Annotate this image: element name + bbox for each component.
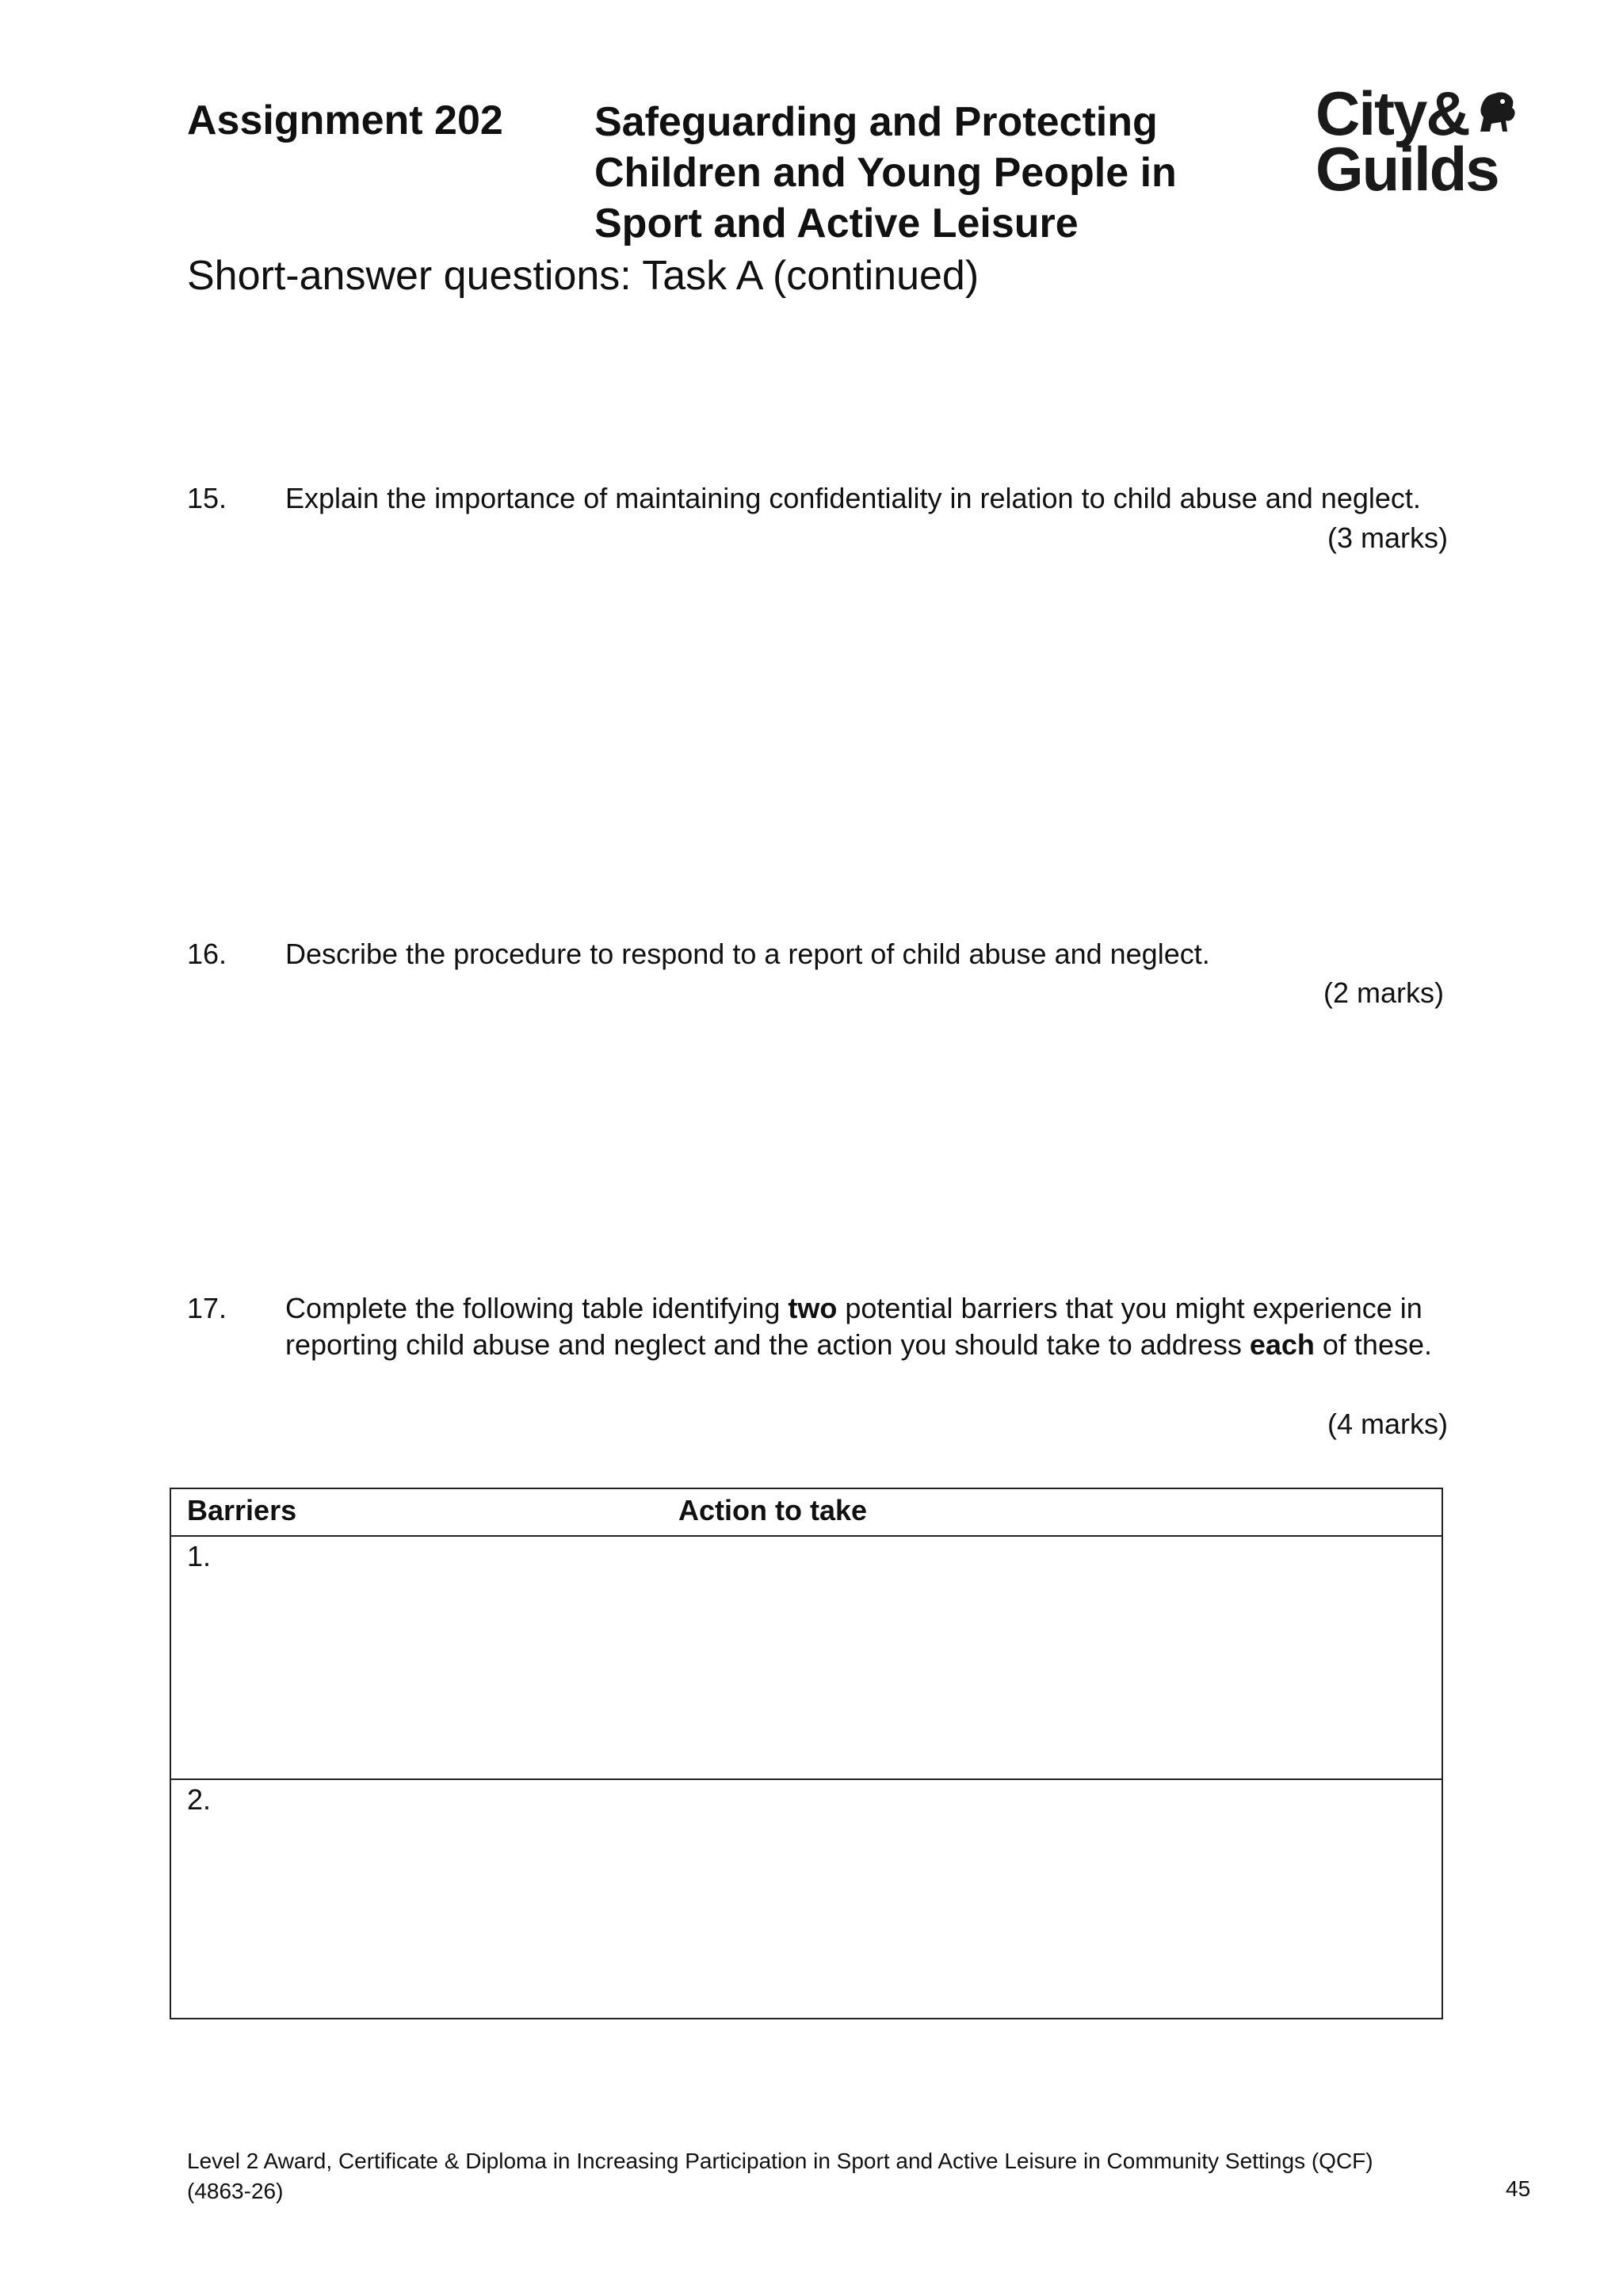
title-line: Safeguarding and Protecting [594, 99, 1158, 145]
lion-icon [1471, 86, 1518, 136]
question-text [285, 1290, 1432, 1363]
question-number: 16. [187, 938, 227, 970]
title-line: Sport and Active Leisure [594, 201, 1079, 246]
question-number: 17. [187, 1292, 227, 1324]
footer-line: Level 2 Award, Certificate & Diploma in Increasing Participation in Sport and Active Leisure in Community Settings (QCF) [187, 2149, 1373, 2173]
marks-label: (3 marks) [1327, 521, 1448, 554]
table-header-row [171, 1489, 1442, 1537]
text-part: Complete the following table identifying [285, 1292, 789, 1324]
question-line: Describe the procedure to respond to a report of child abuse and neglect. [285, 938, 1210, 970]
footer-line: (4863-26) [187, 2179, 284, 2203]
text-part: potential barriers that you might experience in [837, 1292, 1423, 1324]
footer [187, 2146, 1373, 2206]
column-header-barriers: Barriers [187, 1494, 297, 1526]
marks-label: (2 marks) [1323, 976, 1444, 1009]
logo-line-2: Guilds [1316, 134, 1499, 204]
logo-line-1 [1316, 78, 1506, 148]
question-text [285, 480, 1421, 517]
assignment-label: Assignment 202 [187, 97, 503, 143]
title-line: Children and Young People in [594, 150, 1177, 196]
page-number: 45 [1506, 2176, 1531, 2201]
column-header-action: Action to take [678, 1494, 868, 1526]
table-row[interactable] [171, 1535, 1442, 1780]
assignment-title [594, 97, 1177, 249]
marks-label: (4 marks) [1327, 1408, 1448, 1440]
emphasis-two: two [788, 1292, 838, 1324]
text-part: of these. [1314, 1328, 1432, 1361]
row-number: 2. [187, 1783, 212, 1816]
text-part: reporting child abuse and neglect and the action you should take to address [285, 1328, 1250, 1361]
question-line [285, 1290, 1432, 1327]
emphasis-each: each [1249, 1328, 1315, 1361]
table-row[interactable] [171, 1778, 1442, 2018]
answer-table [170, 1488, 1443, 2019]
city-and-guilds-logo [1316, 78, 1506, 220]
question-line [285, 1327, 1432, 1363]
question-line: Explain the importance of maintaining confidentiality in relation to child abuse and neglect. [285, 482, 1421, 514]
logo-text-city: City& [1316, 78, 1469, 148]
question-number: 15. [187, 482, 227, 514]
question-text [285, 936, 1210, 972]
row-number: 1. [187, 1540, 212, 1572]
section-subtitle: Short-answer questions: Task A (continued) [187, 253, 980, 299]
